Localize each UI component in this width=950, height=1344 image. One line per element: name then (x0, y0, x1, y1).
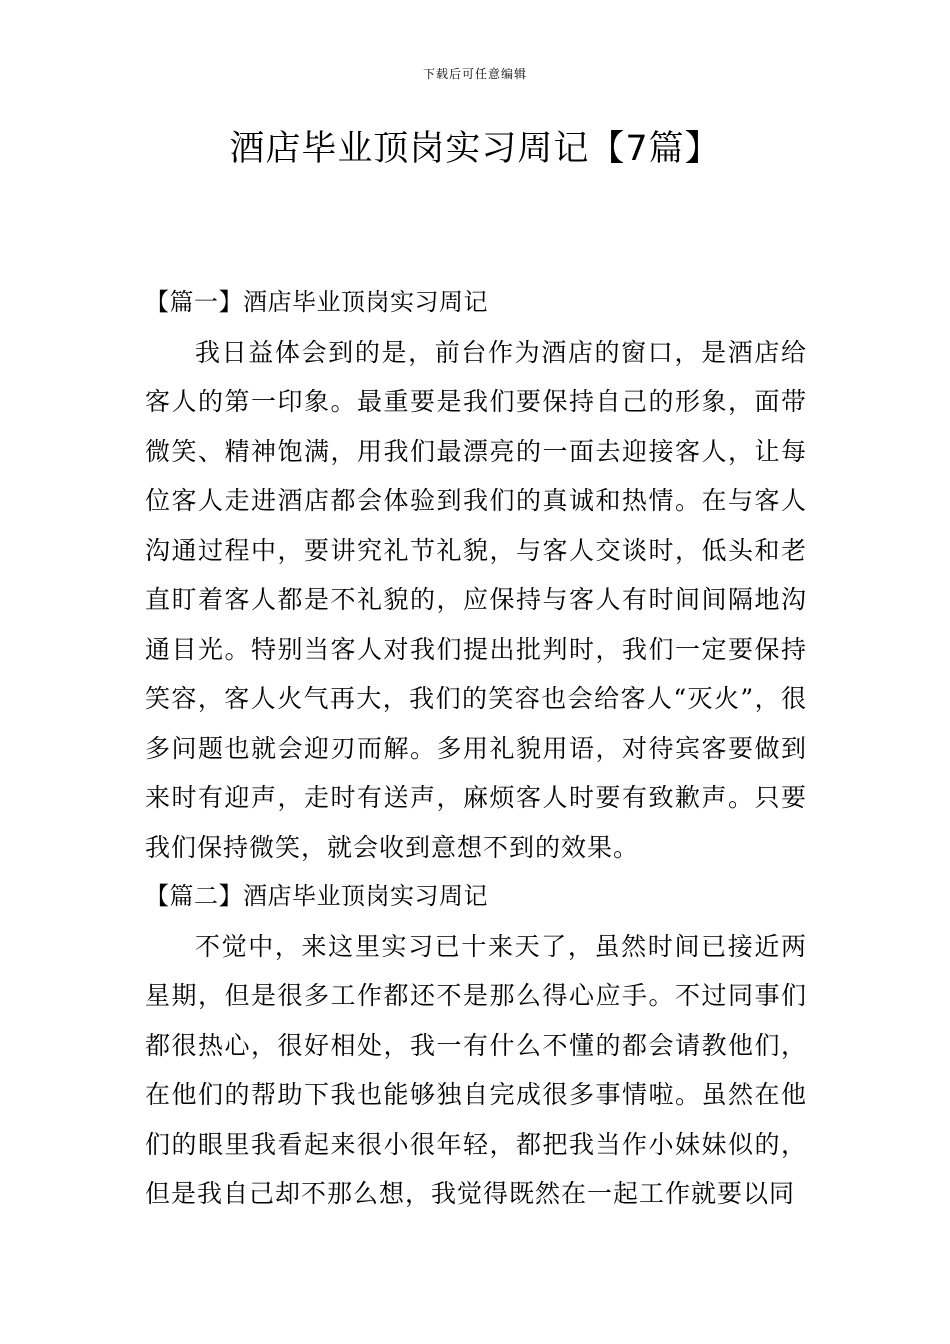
section-heading-2: 【篇二】酒店毕业顶岗实习周记 (145, 882, 488, 910)
header-note: 下载后可任意编辑 (422, 67, 527, 81)
section-paragraph-1: 我日益体会到的是，前台作为酒店的窗口，是酒店给客人的第一印象。最重要是我们要保持自己的形象，面带微笑、精神饱满，用我们最漂亮的一面去迎接客人，让每位客人走进酒店都会体验到我们的真诚和热情。在与客人沟通过程中，要讲究礼节礼貌，与客人交谈时，低头和老直盯着客人都是不礼貌的，应保持与客人有时间间隔地沟通目光。特别当客人对我们提出批判时，我们一定要保持笑容，客人火气再大，我们的笑容也会给客人“灭火”，很多问题也就会迎刃而解。多用礼貌用语，对待宾客要做到来时有迎声，走时有送声，麻烦客人时要有致歉声。只要我们保持微笑，就会收到意想不到的效果。 (145, 337, 807, 862)
document-body (145, 278, 807, 1219)
document-title: 酒店毕业顶岗实习周记【7篇】 (229, 129, 721, 169)
section-paragraph-2: 不觉中，来这里实习已十来天了，虽然时间已接近两星期，但是很多工作都还不是那么得心应手。不过同事们都很热心，很好相处，我一有什么不懂的都会请教他们，在他们的帮助下我也能够独自完成很多事情啦。虽然在他们的眼里我看起来很小很年轻，都把我当作小妹妹似的，但是我自己却不那么想，我觉得既然在一起工作就要以同 (145, 931, 807, 1208)
section-heading-1: 【篇一】酒店毕业顶岗实习周记 (145, 288, 488, 316)
